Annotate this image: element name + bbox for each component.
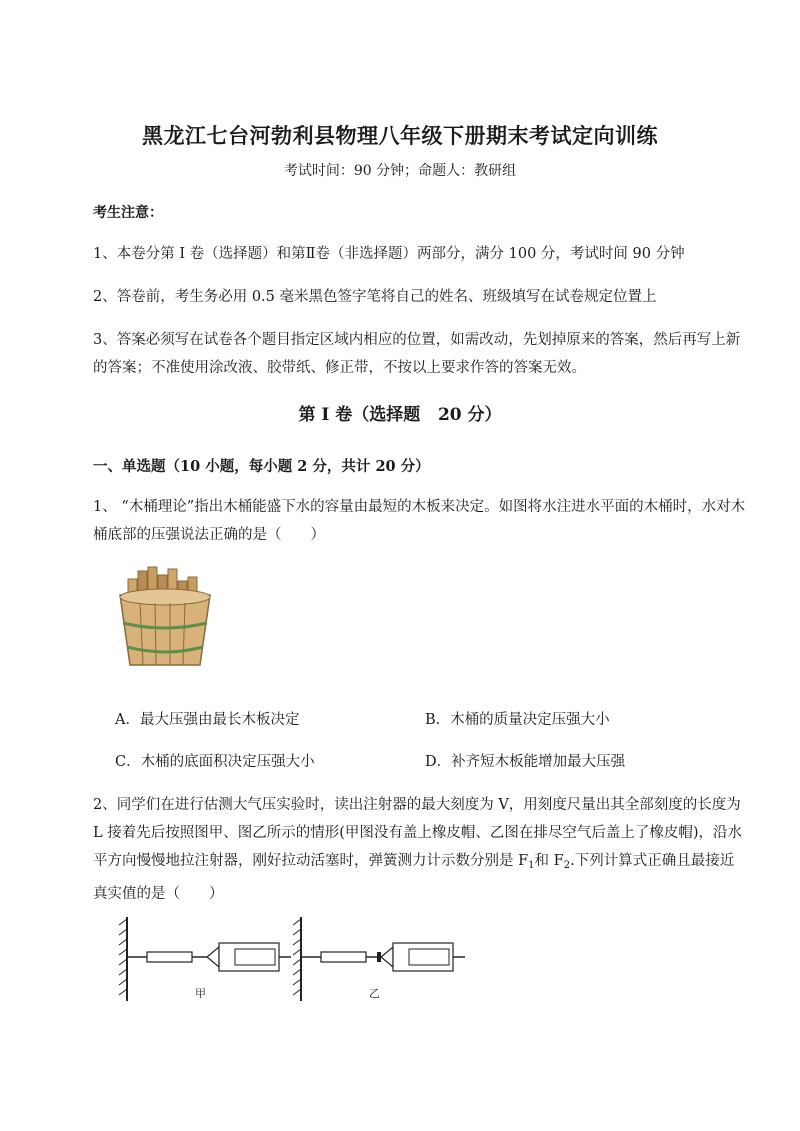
question-1-text: 1、 “木桶理论”指出木桶能盛下水的容量由最短的木板来决定。如图将水注进水平面的木桶时，水对木桶底部的压强说法正确的是（ ） [93,499,746,543]
wooden-bucket-icon [110,565,220,679]
notice-item-2: 2、答卷前，考生务必用 0.5 毫米黑色签字笔将自己的姓名、班级填写在试卷规定位置上 [93,289,657,305]
page-title: 黑龙江七台河勃利县物理八年级下册期末考试定向训练 [142,123,658,148]
notice-item-1: 1、本卷分第 I 卷（选择题）和第Ⅱ卷（非选择题）两部分，满分 100 分，考试时间 90 分钟 [93,246,685,262]
figure-label-yi: 乙 [369,987,380,1000]
page-subtitle: 考试时间：90 分钟；命题人：教研组 [283,163,517,179]
part-heading: 一、单选题（10 小题，每小题 2 分，共计 20 分） [93,458,430,475]
section-title: 第 I 卷（选择题 20 分） [298,405,502,425]
question-1-option-b[interactable]: B．木桶的质量决定压强大小 [425,712,610,728]
question-2-text-part1: 2、同学们在进行估测大气压实验时，读出注射器的最大刻度为 V，用刻度尺量出其全部刻度的长度为 L 接着先后按照图甲、图乙所示的情形(甲图没有盖上橡皮帽、乙图在排尽空气后盖上了橡皮帽)，沿水平方向慢慢地拉注射器，刚好拉动活塞时，弹簧测力计示数分别是 F [93,797,743,869]
question-2-text-mid: 和 F [534,853,564,869]
syringe-spring-scale-icon [115,915,475,1009]
figure-label-jia: 甲 [195,987,206,1000]
question-1-option-d[interactable]: D．补齐短木板能增加最大压强 [425,754,626,770]
notice-heading: 考生注意： [93,205,163,221]
question-2-text-part2: .下列计算式正确且最接近真实值的是（ ） [93,853,735,902]
question-1-option-a[interactable]: A．最大压强由最长木板决定 [115,712,300,728]
force-subscript-1: 1 [528,860,535,871]
notice-item-3: 3、答案必须写在试卷各个题目指定区域内相应的位置，如需改动，先划掉原来的答案，然后再写上新的答案；不准使用涂改液、胶带纸、修正带，不按以上要求作答的答案无效。 [93,332,741,376]
force-subscript-2: 2 [563,860,571,871]
question-2-text [93,791,748,908]
question-1-option-c[interactable]: C．木桶的底面积决定压强大小 [115,754,315,770]
